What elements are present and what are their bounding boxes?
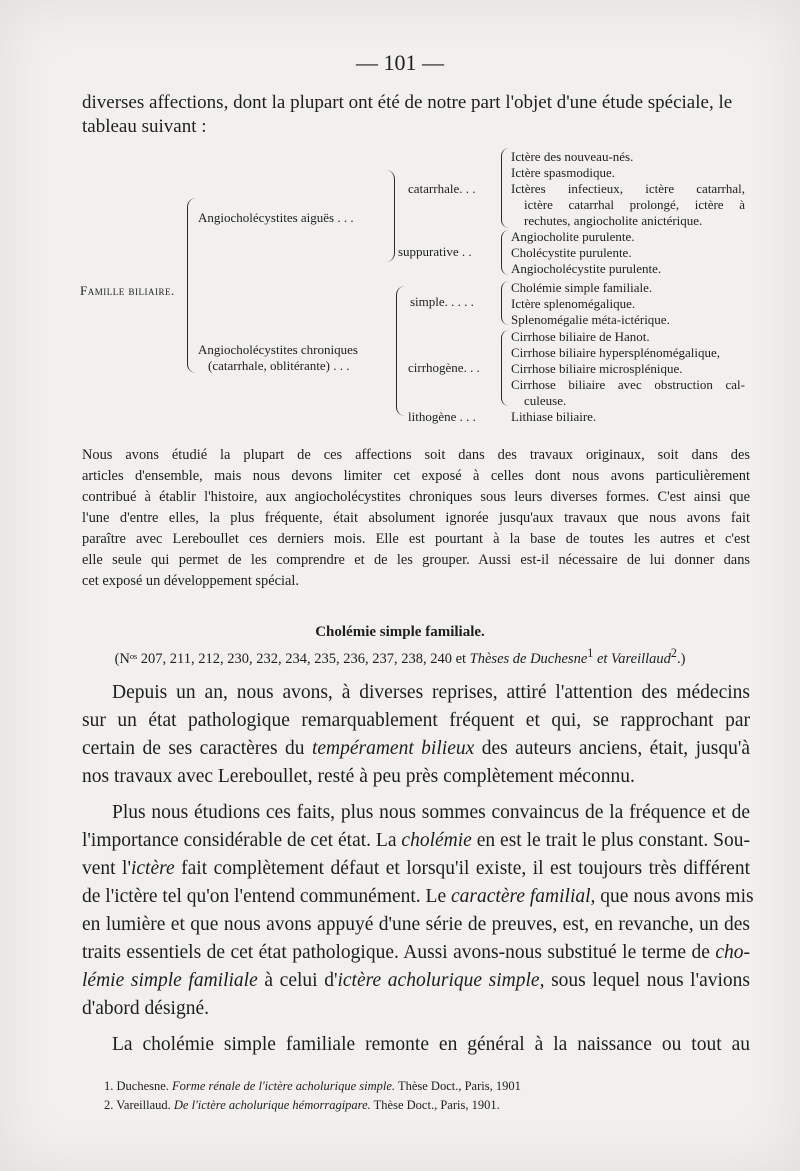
para3-text: de l'ictère tel qu'on l'entend communément. Le <box>82 886 447 907</box>
para2-text: certain de ses caractères du <box>82 738 305 759</box>
para3-text: fait complètement défaut et lorsqu'il existe, il est toujours très différent <box>181 858 750 879</box>
chroniques-label-1: Angiocholécystites chroniques <box>198 342 358 357</box>
para3-line: en lumière et que nous avons appuyé d'une série de preuves, est, en revanche, un des <box>82 914 750 935</box>
simple-brace <box>501 281 509 325</box>
para3-line <box>82 970 750 992</box>
suppurative-label: suppurative . . <box>398 244 472 259</box>
refs-prefix: (Nᵒˢ 207, 211, 212, 230, 232, 234, 235, 236, 237, 238, 240 et <box>114 650 467 667</box>
refs-sup2: 2 <box>670 646 677 660</box>
intro-line-2: tableau suivant : <box>82 116 207 137</box>
para3-text: en est le trait le plus constant. Sou- <box>476 830 750 851</box>
para3-line <box>82 942 750 964</box>
cirrhogene-item: culeuse. <box>524 393 567 408</box>
para1-line: paraître avec Lereboullet ces derniers mois. Elle est pourtant à la base de toutes les autres et c'est <box>82 531 750 547</box>
para1-line: Nous avons étudié la plupart de ces affections soit dans des travaux originaux, soit dans des <box>82 447 750 463</box>
section-title: Cholémie simple familiale. <box>315 624 485 640</box>
refs-et: et <box>596 650 608 667</box>
page-number: — 101 — <box>356 50 444 75</box>
chroniques-label-2: (catarrhale, oblitérante) . . . <box>208 358 350 373</box>
suppurative-item: Angiocholécystite purulente. <box>511 261 662 276</box>
para3-emphasis: lémie simple familiale <box>82 970 258 991</box>
para3-emphasis: cholémie <box>401 830 472 851</box>
footnote-number: 1. <box>104 1079 114 1093</box>
cirrhogene-brace <box>501 330 509 406</box>
footnote-author: Vareillaud. <box>116 1098 171 1112</box>
footnote-rest: Thèse Doct., Paris, 1901 <box>397 1079 521 1093</box>
para2-line: Depuis un an, nous avons, à diverses reprises, attiré l'attention des médecins <box>112 682 750 703</box>
para1-line: l'une d'entre elles, la plus fréquente, était absolument ignorée jusqu'aux travaux que nous avons fait <box>82 510 750 526</box>
para3-text: l'importance considérable de cet état. La <box>82 830 397 851</box>
cirrhogene-item: Cirrhose biliaire microsplénique. <box>511 361 683 376</box>
footnote-1 <box>104 1079 521 1094</box>
simple-item: Cholémie simple familiale. <box>511 280 653 295</box>
simple-label: simple. . . . . <box>410 294 474 309</box>
footnote-title: De l'ictère acholurique hémorragipare. <box>173 1098 371 1112</box>
intro-line-1: diverses affections, dont la plupart ont été de notre part l'objet d'une étude spéciale, le <box>82 92 733 113</box>
para3-line <box>82 858 750 880</box>
section-references <box>0 646 800 668</box>
catarrhale-item: Ictères infectieux, ictère catarrhal, <box>511 181 745 196</box>
catarrhale-brace <box>501 148 509 228</box>
para1-line: cet exposé un développement spécial. <box>82 573 299 589</box>
refs-vareillaud: Vareillaud <box>611 650 671 667</box>
para3-text: traits essentiels de cet état pathologique. Aussi avons-nous substitué le terme de <box>82 942 710 963</box>
suppurative-brace <box>501 230 509 275</box>
para1-line: elle seule qui permet de les comprendre et de les grouper. Aussi est-il nécessaire de lui donner dans <box>82 552 750 568</box>
para3-emphasis: cho- <box>715 942 751 963</box>
lithogene-item: Lithiase biliaire. <box>511 409 597 424</box>
para1-line: contribué à établir l'histoire, aux angiocholécystites chroniques sous leurs diverses formes. C'est ainsi que <box>82 489 750 505</box>
catarrhale-item: ictère catarrhal prolongé, ictère à <box>524 197 745 212</box>
para2-text: des auteurs anciens, était, jusqu'à <box>481 738 750 759</box>
para2-line: nos travaux avec Lereboullet, resté à peu près complètement méconnu. <box>82 766 635 787</box>
chroniques-brace <box>396 286 405 416</box>
table-root-label: Famille biliaire. <box>80 283 175 298</box>
para1-line: articles d'ensemble, mais nous devons limiter cet exposé à celles dont nous avons particulièrement <box>82 468 750 484</box>
cirrhogene-item: Cirrhose biliaire de Hanot. <box>511 329 650 344</box>
refs-these: Thèses de Duchesne <box>469 650 588 667</box>
catarrhale-item: Ictère des nouveau-nés. <box>511 149 634 164</box>
para3-text: que nous avons mis <box>600 886 754 907</box>
catarrhale-item: rechutes, angiocholite anictérique. <box>524 213 703 228</box>
cirrhogene-item: Cirrhose biliaire avec obstruction cal- <box>511 377 745 392</box>
footnote-number: 2. <box>104 1098 114 1112</box>
simple-item: Splenomégalie méta-ictérique. <box>511 312 670 327</box>
cirrhogene-label: cirrhogène. . . <box>408 360 480 375</box>
lithogene-label: lithogène . . . <box>408 409 476 424</box>
aigues-brace <box>386 170 395 262</box>
para3-text: sous lequel nous l'avions <box>551 970 751 991</box>
root-brace <box>187 198 196 373</box>
para3-line: d'abord désigné. <box>82 998 209 1019</box>
para3-line <box>82 830 750 852</box>
para2-emphasis: tempérament bilieux <box>311 738 475 759</box>
footnote-title: Forme rénale de l'ictère acholurique simple. <box>172 1079 396 1093</box>
para2-line <box>82 738 750 760</box>
suppurative-item: Cholécystite purulente. <box>511 245 632 260</box>
footnote-rest: Thèse Doct., Paris, 1901. <box>373 1098 500 1112</box>
catarrhale-item: Ictère spasmodique. <box>511 165 615 180</box>
footnote-author: Duchesne. <box>116 1079 169 1093</box>
suppurative-item: Angiocholite purulente. <box>511 229 635 244</box>
aigues-label: Angiocholécystites aiguës . . . <box>198 210 354 225</box>
refs-sup1: 1 <box>587 646 594 660</box>
para3-emphasis: caractère familial, <box>451 886 596 907</box>
cirrhogene-item: Cirrhose biliaire hypersplénomégalique, <box>511 345 721 360</box>
para3-text: à celui d' <box>264 970 338 991</box>
refs-suffix: .) <box>676 650 686 667</box>
paragraph-4: La cholémie simple familiale remonte en général à la naissance ou tout au <box>112 1034 750 1055</box>
para3-emphasis: ictère <box>130 858 175 879</box>
para3-emphasis: ictère acholurique simple, <box>337 970 545 991</box>
para3-text: vent l' <box>82 858 131 879</box>
para3-line: Plus nous étudions ces faits, plus nous sommes convaincus de la fréquence et de <box>112 802 750 823</box>
para2-line: sur un état pathologique remarquablement fréquent et qui, se rapprochant par <box>82 710 750 731</box>
para3-line <box>82 886 754 908</box>
footnote-2 <box>104 1098 500 1113</box>
simple-item: Ictère splenomégalique. <box>511 296 636 311</box>
catarrhale-label: catarrhale. . . <box>408 181 476 196</box>
